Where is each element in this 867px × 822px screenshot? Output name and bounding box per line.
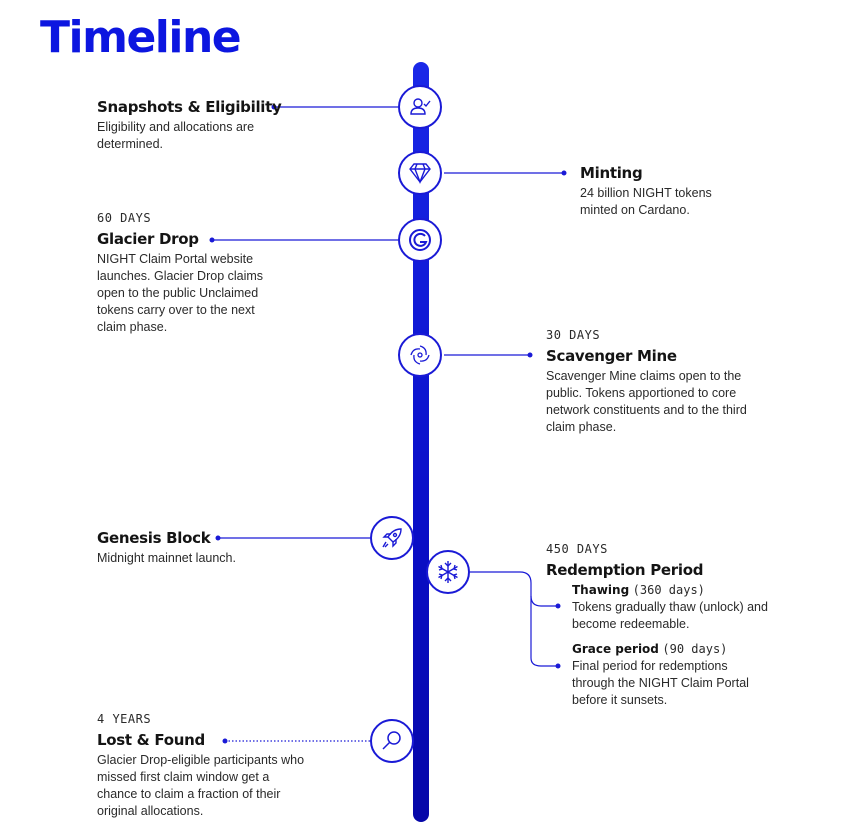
event-scavenger	[546, 328, 776, 436]
user-check-icon	[407, 94, 433, 120]
glacier-logo-icon	[407, 227, 433, 253]
grace-title: Grace period	[572, 642, 659, 656]
snowflake-icon	[435, 559, 461, 585]
event-duration: 4 YEARS	[97, 712, 152, 726]
event-minting	[580, 164, 740, 219]
vortex-icon	[407, 342, 433, 368]
node-minting	[398, 151, 442, 195]
event-heading: Snapshots & Eligibility	[97, 98, 282, 116]
redemption-grace	[572, 641, 772, 709]
event-lostfound	[97, 712, 307, 820]
node-scavenger	[398, 333, 442, 377]
event-description: Glacier Drop-eligible participants who missed first claim window get a chance to claim a fraction of their original allocations.	[97, 753, 305, 818]
grace-days: (90 days)	[662, 642, 728, 656]
event-genesis	[97, 529, 297, 567]
dot-grace	[556, 664, 561, 669]
dot-scavenger	[528, 353, 533, 358]
event-description: Midnight mainnet launch.	[97, 551, 236, 565]
event-redemption	[546, 542, 776, 579]
event-description: Scavenger Mine claims open to the public. Tokens apportioned to core network constituents and to the third claim phase.	[546, 369, 747, 434]
node-genesis	[370, 516, 414, 560]
connector-thawing	[470, 572, 558, 606]
dot-thawing	[556, 604, 561, 609]
thawing-days: (360 days)	[632, 583, 705, 597]
event-glacier	[97, 211, 287, 336]
thawing-description: Tokens gradually thaw (unlock) and become redeemable.	[572, 600, 768, 631]
node-snapshots	[398, 85, 442, 129]
magnifier-icon	[379, 728, 405, 754]
node-glacier	[398, 218, 442, 262]
event-heading: Glacier Drop	[97, 230, 199, 248]
event-description: NIGHT Claim Portal website launches. Glacier Drop claims open to the public Unclaimed tokens carry over to the next claim phase.	[97, 252, 264, 334]
event-description: Eligibility and allocations are determined.	[97, 120, 255, 151]
event-duration: 60 DAYS	[97, 211, 152, 225]
diamond-icon	[407, 160, 433, 186]
thawing-title: Thawing	[572, 583, 630, 597]
rocket-icon	[379, 525, 405, 551]
event-duration: 450 DAYS	[546, 542, 608, 556]
event-heading: Scavenger Mine	[546, 347, 677, 365]
node-redemption	[426, 550, 470, 594]
node-lostfound	[370, 719, 414, 763]
event-heading: Redemption Period	[546, 561, 704, 579]
event-heading: Genesis Block	[97, 529, 211, 547]
event-heading: Lost & Found	[97, 731, 205, 749]
page-title: Timeline	[40, 12, 241, 63]
redemption-thawing	[572, 582, 772, 633]
event-duration: 30 DAYS	[546, 328, 601, 342]
event-heading: Minting	[580, 164, 643, 182]
event-snapshots	[97, 98, 287, 153]
event-description: 24 billion NIGHT tokens minted on Cardano.	[580, 186, 712, 217]
grace-description: Final period for redemptions through the NIGHT Claim Portal before it sunsets.	[572, 659, 749, 707]
dot-minting	[562, 171, 567, 176]
